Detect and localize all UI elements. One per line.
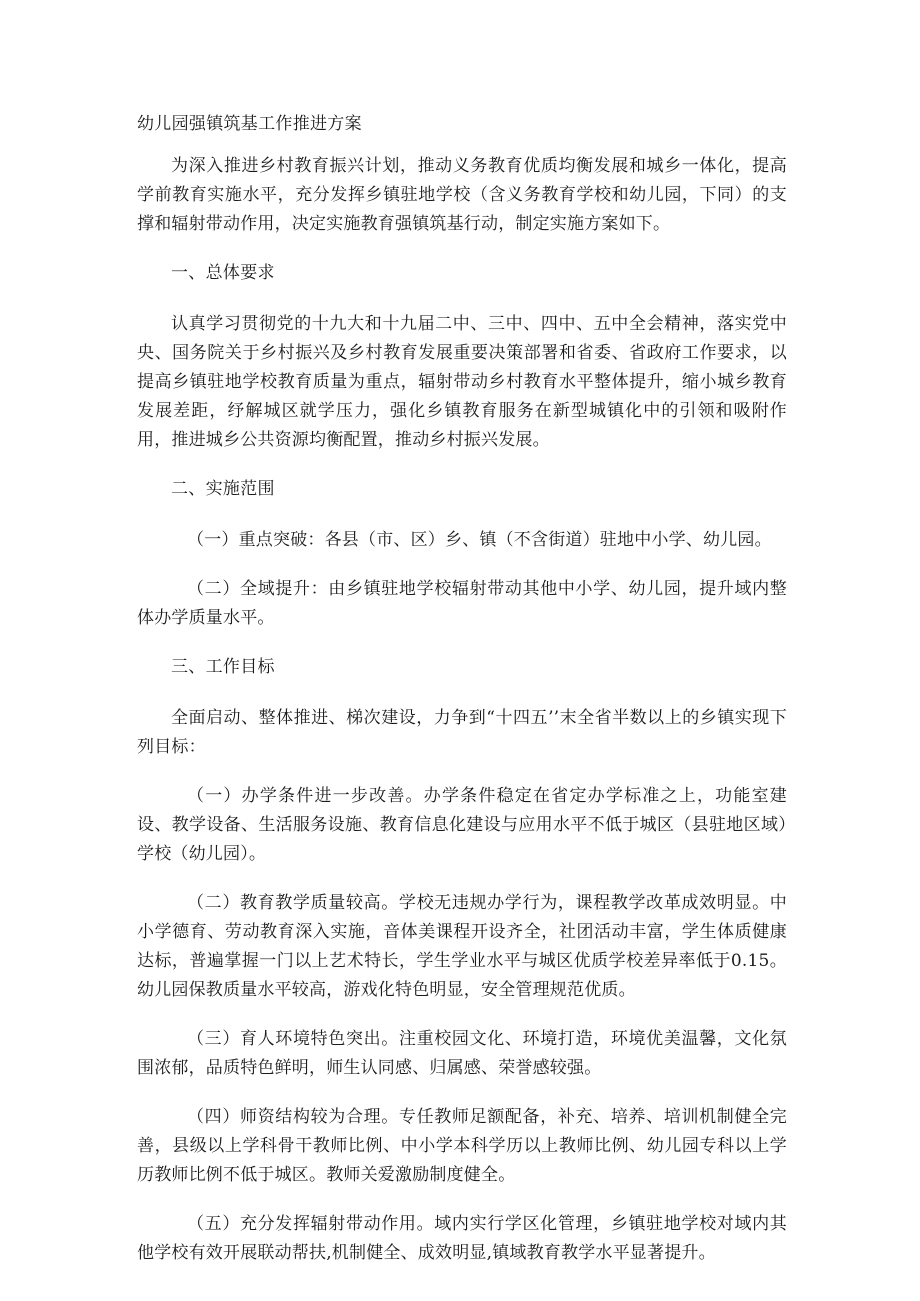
document-body xyxy=(137,152,787,1288)
section-heading-goals: 三、工作目标 xyxy=(171,657,275,677)
goals-intro-paragraph: 全面启动、整体推进、梯次建设，力争到“十四五’’末全省半数以上的乡镇实现下列目标： xyxy=(137,708,787,757)
scope-item-key-breakthrough: （一）重点突破：各县（市、区）乡、镇（不含街道）驻地中小学、幼儿园。 xyxy=(187,530,772,550)
goal-item-teachers: （四）师资结构较为合理。专任教师足额配备，补充、培养、培训机制健全完善，县级以上学科骨干教师比例、中小学本科学历以上教师比例、幼儿园专科以上学历教师比例不低于城区。教师关爱激励制度健全。 xyxy=(137,1107,787,1185)
goal-item-conditions: （一）办学条件进一步改善。办学条件稳定在省定办学标准之上，功能室建设、教学设备、生活服务设施、教育信息化建设与应用水平不低于城区（县驻地区域）学校（幼儿园）。 xyxy=(137,786,787,864)
document-title: 幼儿园强镇筑基工作推进方案 xyxy=(137,114,362,134)
goal-item-radiation: （五）充分发挥辐射带动作用。域内实行学区化管理，乡镇驻地学校对域内其他学校有效开展联动帮扶,机制健全、成效明显,镇域教育教学水平显著提升。 xyxy=(137,1214,787,1263)
scope-item-region-improvement: （二）全域提升：由乡镇驻地学校辐射带动其他中小学、幼儿园，提升域内整体办学质量水平。 xyxy=(137,579,787,628)
goal-item-quality: （二）教育教学质量较高。学校无违规办学行为，课程教学改革成效明显。中小学德育、劳动教育深入实施，音体美课程开设齐全，社团活动丰富，学生体质健康达标，普遍掌握一门以上艺术特长，学生学业水平与城区优质学校差异率低于0.15。幼儿园保教质量水平较高，游戏化特色明显，安全管理规范优质。 xyxy=(137,893,787,1000)
section-heading-scope: 二、实施范围 xyxy=(171,479,275,499)
section-heading-general-requirements: 一、总体要求 xyxy=(171,263,275,283)
goal-item-environment: （三）育人环境特色突出。注重校园文化、环境打造，环境优美温馨，文化氛围浓郁，品质特色鲜明，师生认同感、归属感、荣誉感较强。 xyxy=(137,1029,787,1078)
section-paragraph-general-requirements: 认真学习贯彻党的十九大和十九届二中、三中、四中、五中全会精神，落实党中央、国务院关于乡村振兴及乡村教育发展重要决策部署和省委、省政府工作要求，以提高乡镇驻地学校教育质量为重点，辐射带动乡村教育水平整体提升，缩小城乡教育发展差距，纾解城区就学压力，强化乡镇教育服务在新型城镇化中的引领和吸附作用，推进城乡公共资源均衡配置，推动乡村振兴发展。 xyxy=(137,314,787,450)
intro-paragraph: 为深入推进乡村教育振兴计划，推动义务教育优质均衡发展和城乡一体化，提高学前教育实施水平，充分发挥乡镇驻地学校（含义务教育学校和幼儿园，下同）的支撑和辐射带动作用，决定实施教育强镇筑基行动，制定实施方案如下。 xyxy=(137,156,787,234)
